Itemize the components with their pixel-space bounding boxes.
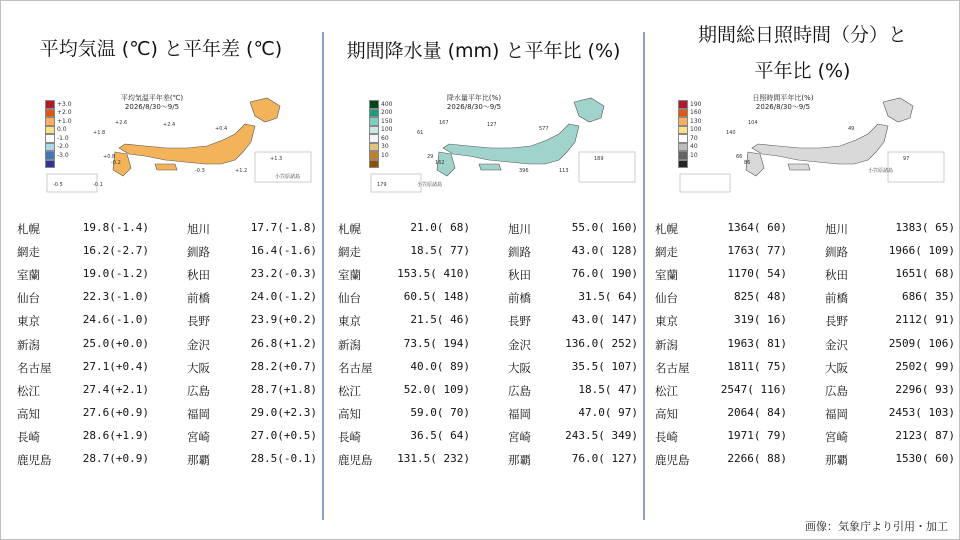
table-row [825,452,955,475]
table-row [17,406,149,429]
station-name: 広島 [187,383,210,398]
map-caption-title: 平均気温平年差(℃) [120,94,184,102]
station-name: 那覇 [187,453,210,467]
map-value-label: -0.2 [111,160,121,166]
station-value: 2509( 106) [888,336,955,350]
table-row [338,337,470,360]
table-row [187,406,317,429]
station-value: 243.5( 349) [565,428,638,442]
map-value-label: +1.3 [270,156,283,162]
station-name: 金沢 [508,337,531,352]
station-name: 長野 [187,314,210,329]
station-name: 秋田 [508,268,531,283]
table-row [825,406,955,429]
table-row [187,244,317,267]
map-caption-period: 2026/8/30〜9/5 [755,102,811,111]
legend-label: 130 [690,117,702,125]
legend-label: 400 [381,100,393,108]
panel-title: 期間総日照時間（分）と [697,24,907,46]
station-value: 52.0( 109) [403,382,470,396]
map-value-label: +1.2 [235,168,248,174]
table-row [187,267,317,290]
map-caption-title: 降水量平年比(%) [446,94,502,102]
map-region [788,164,810,170]
map-region [119,124,255,164]
table-row [338,452,470,475]
map-value-label: -0.1 [93,182,103,188]
table-row [508,313,638,336]
temperature-panel [0,0,322,520]
table-row [187,383,317,406]
map-region [883,98,913,122]
station-value: 825( 48) [734,290,787,304]
station-value: 27.0(+0.5) [250,428,317,442]
station-name: 仙台 [655,291,678,306]
station-value: 55.0( 160) [571,221,638,234]
station-value: 19.0(-1.2) [82,267,149,281]
station-value: 29.0(+2.3) [250,405,317,419]
station-value: 59.0( 70) [410,405,470,419]
map-value-label: 140 [726,130,736,136]
station-name: 広島 [825,383,848,398]
temperature-map [45,90,315,195]
station-value: 1811( 75) [727,359,787,373]
station-name: 名古屋 [338,360,373,375]
map-value-label: 97 [903,156,910,162]
map-caption-period: 2026/8/30〜9/5 [124,102,180,111]
table-row [187,290,317,313]
legend-label: 100 [381,126,393,134]
station-name: 東京 [17,314,40,329]
table-row [187,452,317,475]
station-value: 131.5( 232) [397,452,470,465]
station-name: 前橋 [825,291,848,306]
table-row [508,360,638,383]
station-value: 76.0( 190) [571,267,638,281]
table-row [655,221,787,244]
map-value-label: 577 [539,126,549,132]
image-credit: 画像：気象庁より引用・加工 [805,520,948,533]
table-row [508,429,638,452]
table-row [508,337,638,360]
precipitation-map [369,90,639,195]
station-value: 28.6(+1.9) [82,428,149,442]
station-value: 43.0( 128) [571,244,638,258]
station-value: 1530( 60) [895,452,955,465]
station-name: 鹿児島 [17,453,52,467]
map-value-label: +2.6 [115,120,128,126]
station-value: 1170( 54) [727,267,787,281]
station-name: 金沢 [187,337,210,352]
station-name: 札幌 [338,222,361,236]
table-row [825,313,955,336]
station-name: 高知 [17,406,40,421]
station-name: 宮崎 [187,429,210,444]
station-name: 旭川 [187,222,210,236]
station-name: 福岡 [508,406,531,421]
table-row [655,290,787,313]
station-name: 釧路 [187,245,210,260]
map-value-label: 162 [435,160,445,166]
table-row [825,337,955,360]
map-value-label: 167 [439,120,449,126]
station-name: 金沢 [825,337,848,352]
okinawa-inset [680,174,730,192]
table-row [825,290,955,313]
sunshine-panel [645,0,960,520]
station-name: 高知 [338,406,361,421]
map-value-label: -0.5 [53,182,63,188]
table-row [508,221,638,244]
map-value-label: 49 [848,126,855,132]
table-row [338,290,470,313]
station-name: 長野 [508,314,531,329]
station-name: 網走 [338,245,361,260]
legend-label: 10 [381,151,389,159]
map-region [155,164,177,170]
table-row [187,313,317,336]
station-value: 16.4(-1.6) [250,244,317,258]
station-name: 宮崎 [825,429,848,444]
station-value: 25.0(+0.0) [82,336,149,350]
station-value: 319( 16) [734,313,787,327]
japan-map [369,90,639,195]
station-value: 1383( 65) [895,221,955,234]
station-name: 仙台 [17,291,40,306]
table-row [17,313,149,336]
legend-label: 190 [690,100,702,108]
map-value-label: +0.8 [103,154,116,160]
table-row [17,244,149,267]
station-value: 36.5( 64) [410,428,470,442]
station-name: 室蘭 [338,268,361,283]
station-value: 1966( 109) [888,244,955,258]
station-value: 23.2(-0.3) [250,267,317,281]
table-row [187,221,317,244]
station-name: 広島 [508,383,531,398]
table-row [338,429,470,452]
table-row [655,406,787,429]
precipitation-panel [324,0,643,520]
station-value: 2266( 88) [727,452,787,465]
legend-label: 40 [690,143,698,151]
legend-label: 100 [690,126,702,134]
map-caption-period: 2026/8/30〜9/5 [446,102,502,111]
table-row [508,267,638,290]
station-value: 31.5( 64) [578,290,638,304]
station-value: 27.6(+0.9) [82,405,149,419]
map-value-label: 396 [519,168,529,174]
table-row [338,221,470,244]
station-value: 17.7(-1.8) [250,221,317,234]
station-name: 名古屋 [655,360,690,375]
table-row [17,290,149,313]
station-name: 長崎 [655,429,678,444]
station-value: 43.0( 147) [571,313,638,327]
panel-title: 期間降水量 (mm) と平年比 (%) [346,40,621,62]
station-value: 16.2(-2.7) [82,244,149,258]
legend-label: 70 [690,134,698,142]
station-value: 28.2(+0.7) [250,359,317,373]
map-value-label: 86 [744,160,751,166]
map-value-label: 113 [559,168,569,174]
table-row [17,337,149,360]
table-row [655,383,787,406]
station-value: 76.0( 127) [571,452,638,465]
station-name: 鹿児島 [655,453,690,467]
table-row [17,221,149,244]
station-name: 仙台 [338,291,361,306]
legend-label: -2.0 [57,143,69,151]
station-value: 22.3(-1.0) [82,290,149,304]
station-value: 1963( 81) [727,336,787,350]
ogasawara-inset [888,152,944,182]
map-value-label: 61 [417,130,424,136]
table-row [17,360,149,383]
station-name: 長崎 [338,429,361,444]
japan-map [45,90,315,195]
table-row [338,313,470,336]
station-name: 旭川 [508,222,531,236]
station-name: 那覇 [825,453,848,467]
map-value-label: 小笠原諸島 [868,168,894,174]
station-name: 旭川 [825,222,848,236]
station-value: 27.1(+0.4) [82,359,149,373]
legend-label: 60 [381,134,389,142]
map-region [443,124,579,164]
station-value: 686( 35) [902,290,955,304]
station-name: 名古屋 [17,360,52,375]
map-region [574,98,604,122]
map-value-label: 179 [377,182,387,188]
table-row [655,452,787,475]
map-region [250,98,280,122]
table-row [825,221,955,244]
station-value: 1364( 60) [727,221,787,234]
map-value-label: 104 [748,120,758,126]
legend-label: 10 [690,151,698,159]
station-value: 1763( 77) [727,244,787,258]
station-value: 19.8(-1.4) [82,221,149,234]
station-name: 網走 [17,245,40,260]
station-name: 釧路 [825,245,848,260]
table-row [338,267,470,290]
table-row [338,244,470,267]
map-value-label: 29 [427,154,434,160]
sunshine-map [678,90,948,195]
station-value: 28.7(+0.9) [82,452,149,465]
table-row [508,452,638,475]
panel-title: 平均気温 (℃) と平年差 (℃) [39,38,283,60]
map-value-label: 小笠原諸島 [275,174,301,180]
station-value: 27.4(+2.1) [82,382,149,396]
ogasawara-inset [579,152,635,182]
table-row [508,290,638,313]
station-value: 2547( 116) [720,382,787,396]
table-row [825,267,955,290]
panel-subtitle: 平年比 (%) [754,60,851,82]
legend-label: -1.0 [57,134,69,142]
station-value: 2502( 99) [895,359,955,373]
station-name: 長崎 [17,429,40,444]
table-row [17,452,149,475]
station-value: 24.0(-1.2) [250,290,317,304]
table-row [338,383,470,406]
table-row [655,429,787,452]
station-value: 2453( 103) [888,405,955,419]
station-value: 24.6(-1.0) [82,313,149,327]
japan-map [678,90,948,195]
table-row [825,244,955,267]
table-row [187,337,317,360]
station-value: 2123( 87) [895,428,955,442]
station-value: 2296( 93) [895,382,955,396]
legend-label: 150 [381,117,393,125]
station-name: 大阪 [825,360,848,375]
station-name: 東京 [655,314,678,329]
station-name: 新潟 [17,337,40,352]
table-row [187,360,317,383]
station-name: 新潟 [338,337,361,352]
table-row [655,244,787,267]
legend-label: +3.0 [57,100,72,108]
station-value: 2064( 84) [727,405,787,419]
map-value-label: 189 [594,156,604,162]
station-value: 28.5(-0.1) [250,452,317,465]
station-name: 札幌 [17,222,40,236]
station-value: 18.5( 77) [410,244,470,258]
station-name: 大阪 [508,360,531,375]
station-value: 35.5( 107) [571,359,638,373]
station-value: 28.7(+1.8) [250,382,317,396]
station-name: 長野 [825,314,848,329]
station-name: 東京 [338,314,361,329]
station-name: 札幌 [655,222,678,236]
legend-label: -3.0 [57,151,69,159]
station-name: 鹿児島 [338,453,373,467]
table-row [655,267,787,290]
station-name: 釧路 [508,245,531,260]
station-name: 新潟 [655,337,678,352]
table-row [508,244,638,267]
station-name: 松江 [17,383,40,398]
station-name: 網走 [655,245,678,260]
table-row [508,383,638,406]
station-value: 153.5( 410) [397,267,470,281]
station-value: 26.8(+1.2) [250,336,317,350]
station-name: 大阪 [187,360,210,375]
table-row [17,429,149,452]
map-value-label: +2.4 [163,122,176,128]
table-row [338,406,470,429]
station-value: 23.9(+0.2) [250,313,317,327]
legend-label: +2.0 [57,109,72,117]
map-region [752,124,888,164]
table-row [825,360,955,383]
table-row [655,313,787,336]
station-name: 宮崎 [508,429,531,444]
station-name: 松江 [338,383,361,398]
map-value-label: 小笠原諸島 [417,182,443,188]
legend-label: 200 [381,109,393,117]
station-value: 40.0( 89) [410,359,470,373]
station-value: 2112( 91) [895,313,955,327]
station-value: 18.5( 47) [578,382,638,396]
map-value-label: +0.4 [215,126,228,132]
table-row [825,429,955,452]
station-name: 秋田 [825,268,848,283]
legend-label: 160 [690,109,702,117]
legend-label: 30 [381,143,389,151]
station-value: 47.0( 97) [578,405,638,419]
station-value: 1971( 79) [727,428,787,442]
map-caption-title: 日照時間平年比(%) [752,94,814,102]
table-row [338,360,470,383]
station-value: 21.0( 68) [410,221,470,234]
station-name: 福岡 [825,406,848,421]
station-name: 秋田 [187,268,210,283]
map-value-label: +1.8 [93,130,106,136]
legend-label: 0.0 [57,126,67,134]
table-row [655,337,787,360]
map-region [479,164,501,170]
station-name: 前橋 [508,291,531,306]
table-row [17,383,149,406]
station-name: 室蘭 [655,268,678,283]
station-name: 松江 [655,383,678,398]
table-row [825,383,955,406]
station-name: 那覇 [508,453,531,467]
table-row [508,406,638,429]
map-value-label: 66 [736,154,743,160]
station-value: 136.0( 252) [565,336,638,350]
map-value-label: 127 [487,122,497,128]
station-name: 福岡 [187,406,210,421]
table-row [655,360,787,383]
station-value: 73.5( 194) [403,336,470,350]
table-row [187,429,317,452]
table-row [17,267,149,290]
legend-label: +1.0 [57,117,72,125]
station-name: 室蘭 [17,268,40,283]
station-name: 高知 [655,406,678,421]
map-value-label: -0.3 [195,168,205,174]
station-value: 1651( 68) [895,267,955,281]
station-value: 21.5( 46) [410,313,470,327]
station-name: 前橋 [187,291,210,306]
station-value: 60.5( 148) [403,290,470,304]
